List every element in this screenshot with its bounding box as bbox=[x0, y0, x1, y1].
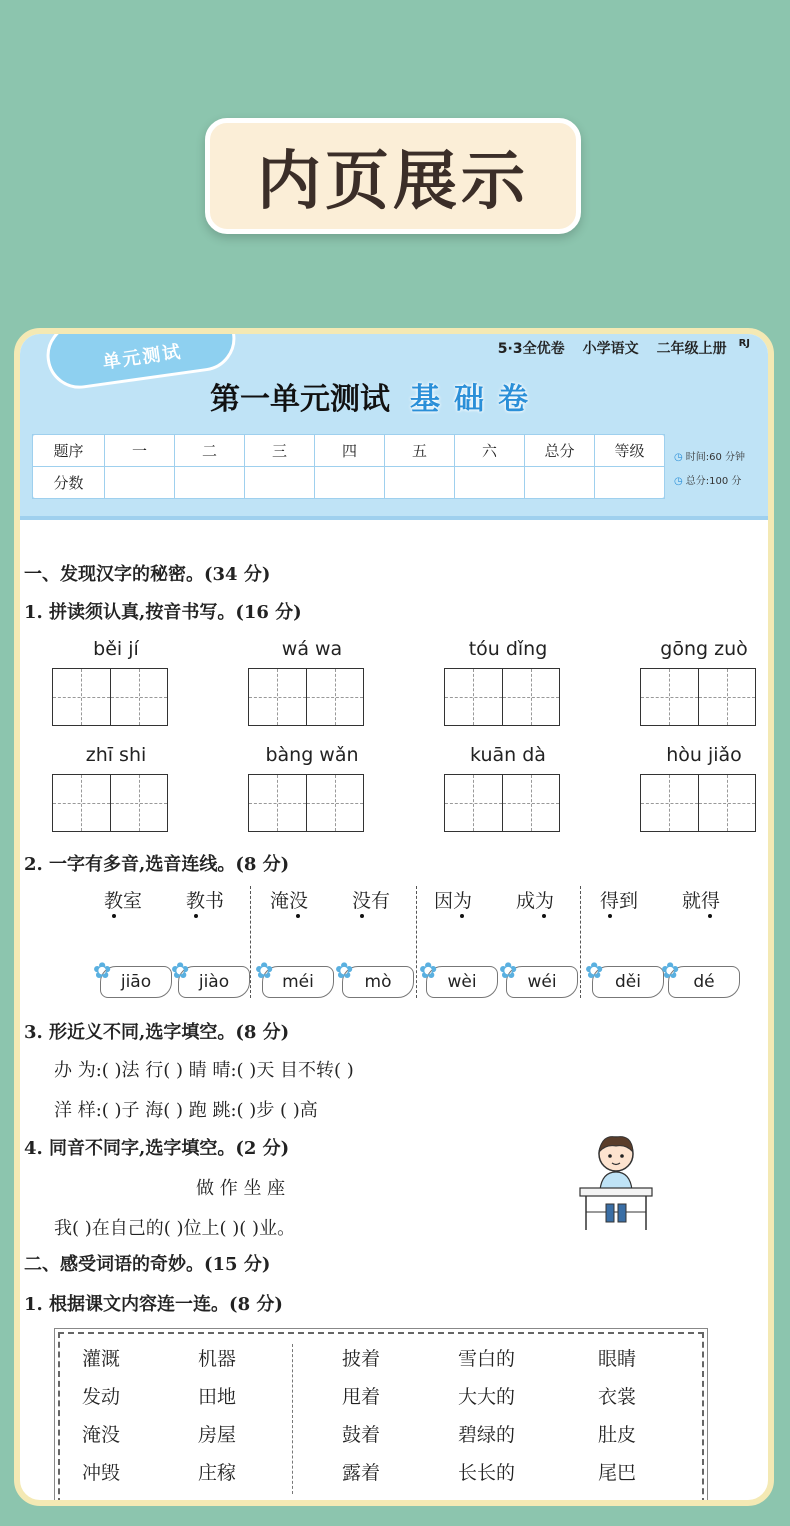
match-word[interactable]: 田地 bbox=[198, 1386, 237, 1408]
score-header-cell: 五 bbox=[385, 435, 455, 467]
match-word[interactable]: 鼓着 bbox=[342, 1424, 381, 1446]
pinyin-option[interactable]: ✿ jiào bbox=[178, 966, 250, 998]
writing-grid[interactable] bbox=[444, 668, 560, 726]
score-header-cell: 总分 bbox=[525, 435, 595, 467]
score-cell bbox=[245, 467, 315, 499]
score-header-cell: 等级 bbox=[595, 435, 665, 467]
pinyin-label: gōng zuò bbox=[660, 638, 748, 660]
match-word[interactable]: 发动 bbox=[82, 1386, 121, 1408]
flower-icon: ✿ bbox=[335, 959, 354, 984]
polyphone-word: 教书 bbox=[185, 890, 224, 912]
flower-icon: ✿ bbox=[171, 959, 190, 984]
pinyin-option[interactable]: ✿ wéi bbox=[506, 966, 578, 998]
pinyin-option[interactable]: ✿ děi bbox=[592, 966, 664, 998]
score-header-cell: 四 bbox=[315, 435, 385, 467]
book-name: 5·3全优卷 bbox=[497, 341, 565, 357]
question-3: 3. 形近义不同,选字填空。(8 分) bbox=[24, 1022, 290, 1043]
pinyin-label: kuān dà bbox=[470, 744, 546, 766]
title-tag: 基 础 卷 bbox=[410, 382, 528, 417]
score-cell bbox=[105, 467, 175, 499]
score-header-cell: 题序 bbox=[33, 435, 105, 467]
emphasis-dot bbox=[608, 914, 612, 918]
match-word[interactable]: 衣裳 bbox=[598, 1386, 637, 1408]
pinyin-option[interactable]: ✿ méi bbox=[262, 966, 334, 998]
group-divider bbox=[250, 886, 251, 998]
score-cell bbox=[595, 467, 665, 499]
score-header-cell: 一 bbox=[105, 435, 175, 467]
test-title: 第一单元测试 基 础 卷 bbox=[210, 374, 528, 418]
score-table bbox=[32, 434, 665, 499]
polyphone-word: 就得 bbox=[681, 890, 720, 912]
score-row-label: 分数 bbox=[33, 467, 105, 499]
total-score: ◷ 总分:100 分 bbox=[674, 470, 745, 494]
emphasis-dot bbox=[360, 914, 364, 918]
score-header-cell: 六 bbox=[455, 435, 525, 467]
score-cell bbox=[175, 467, 245, 499]
emphasis-dot bbox=[112, 914, 116, 918]
match-word[interactable]: 大大的 bbox=[458, 1386, 516, 1408]
score-header-cell: 二 bbox=[175, 435, 245, 467]
polyphone-word: 成为 bbox=[515, 890, 554, 912]
grade: 二年级上册 bbox=[656, 341, 727, 357]
score-header-cell: 三 bbox=[245, 435, 315, 467]
score-cell bbox=[525, 467, 595, 499]
edition: RJ bbox=[738, 338, 750, 349]
match-word[interactable]: 灌溉 bbox=[82, 1348, 121, 1370]
match-word[interactable]: 雪白的 bbox=[458, 1348, 516, 1370]
pinyin-label: zhī shi bbox=[85, 744, 147, 766]
section-2-heading: 二、感受词语的奇妙。(15 分) bbox=[24, 1254, 271, 1275]
section-2-question-1: 1. 根据课文内容连一连。(8 分) bbox=[24, 1294, 283, 1315]
match-word[interactable]: 披着 bbox=[342, 1348, 381, 1370]
pinyin-option[interactable]: ✿ jiāo bbox=[100, 966, 172, 998]
test-paper bbox=[14, 328, 774, 1506]
section-1-heading: 一、发现汉字的秘密。(34 分) bbox=[24, 564, 271, 585]
time-limit: ◷ 时间:60 分钟 bbox=[674, 446, 745, 470]
banner-title: 内页展示 bbox=[257, 145, 529, 219]
fill-line[interactable]: 我( )在自己的( )位上( )( )业。 bbox=[54, 1218, 296, 1239]
question-2: 2. 一字有多音,选音连线。(8 分) bbox=[24, 854, 290, 875]
writing-grid[interactable] bbox=[52, 668, 168, 726]
match-word[interactable]: 庄稼 bbox=[198, 1462, 237, 1484]
match-word[interactable]: 肚皮 bbox=[598, 1424, 637, 1446]
writing-grid[interactable] bbox=[248, 774, 364, 832]
score-cell bbox=[455, 467, 525, 499]
polyphone-word: 因为 bbox=[433, 890, 472, 912]
page-banner bbox=[205, 118, 581, 234]
writing-grid[interactable] bbox=[640, 774, 756, 832]
match-word[interactable]: 碧绿的 bbox=[458, 1424, 516, 1446]
unit-test-badge: 单元测试 bbox=[42, 328, 239, 393]
pinyin-label: hòu jiǎo bbox=[666, 744, 742, 766]
writing-grid[interactable] bbox=[248, 668, 364, 726]
match-word[interactable]: 眼睛 bbox=[598, 1348, 637, 1370]
flower-icon: ✿ bbox=[585, 959, 604, 984]
matching-box bbox=[58, 1332, 704, 1504]
fill-line[interactable]: 办 为:( )法 行( ) 睛 晴:( )天 目不转( ) bbox=[54, 1060, 354, 1081]
pinyin-label: wá wa bbox=[281, 638, 343, 660]
score-cell bbox=[385, 467, 455, 499]
test-meta bbox=[674, 446, 745, 494]
paper-header bbox=[20, 334, 768, 520]
question-4: 4. 同音不同字,选字填空。(2 分) bbox=[24, 1138, 290, 1159]
group-divider bbox=[416, 886, 417, 998]
group-divider bbox=[580, 886, 581, 998]
writing-grid[interactable] bbox=[444, 774, 560, 832]
pinyin-label: běi jí bbox=[93, 638, 139, 660]
match-word[interactable]: 尾巴 bbox=[598, 1462, 637, 1484]
polyphone-word: 得到 bbox=[599, 890, 638, 912]
emphasis-dot bbox=[542, 914, 546, 918]
emphasis-dot bbox=[460, 914, 464, 918]
flower-icon: ✿ bbox=[419, 959, 438, 984]
emphasis-dot bbox=[296, 914, 300, 918]
pinyin-label: bàng wǎn bbox=[265, 744, 359, 766]
match-word[interactable]: 淹没 bbox=[82, 1424, 121, 1446]
pinyin-option[interactable]: ✿ dé bbox=[668, 966, 740, 998]
subject: 小学语文 bbox=[582, 341, 639, 357]
flower-icon: ✿ bbox=[255, 959, 274, 984]
flower-icon: ✿ bbox=[499, 959, 518, 984]
match-word[interactable]: 露着 bbox=[342, 1462, 381, 1484]
fill-line[interactable]: 洋 样:( )子 海( ) 跑 跳:( )步 ( )高 bbox=[54, 1100, 318, 1121]
polyphone-word: 淹没 bbox=[269, 890, 308, 912]
match-word[interactable]: 冲毁 bbox=[82, 1462, 121, 1484]
pinyin-label: tóu dǐng bbox=[468, 638, 548, 660]
emphasis-dot bbox=[194, 914, 198, 918]
polyphone-word: 教室 bbox=[103, 890, 142, 912]
pinyin-option[interactable]: ✿ mò bbox=[342, 966, 414, 998]
match-word[interactable]: 机器 bbox=[198, 1348, 237, 1370]
match-word[interactable]: 长长的 bbox=[458, 1462, 516, 1484]
match-word[interactable]: 房屋 bbox=[198, 1424, 237, 1446]
book-info bbox=[498, 338, 750, 358]
match-word[interactable]: 甩着 bbox=[342, 1386, 381, 1408]
emphasis-dot bbox=[708, 914, 712, 918]
flower-icon: ✿ bbox=[93, 959, 112, 984]
writing-grid[interactable] bbox=[640, 668, 756, 726]
char-options: 做 作 坐 座 bbox=[196, 1178, 286, 1199]
writing-grid[interactable] bbox=[52, 774, 168, 832]
polyphone-word: 没有 bbox=[351, 890, 390, 912]
score-cell bbox=[315, 467, 385, 499]
matching-divider bbox=[292, 1344, 293, 1494]
student-at-desk-illustration bbox=[576, 1132, 656, 1232]
pinyin-option[interactable]: ✿ wèi bbox=[426, 966, 498, 998]
question-1: 1. 拼读须认真,按音书写。(16 分) bbox=[24, 602, 302, 623]
flower-icon: ✿ bbox=[661, 959, 680, 984]
